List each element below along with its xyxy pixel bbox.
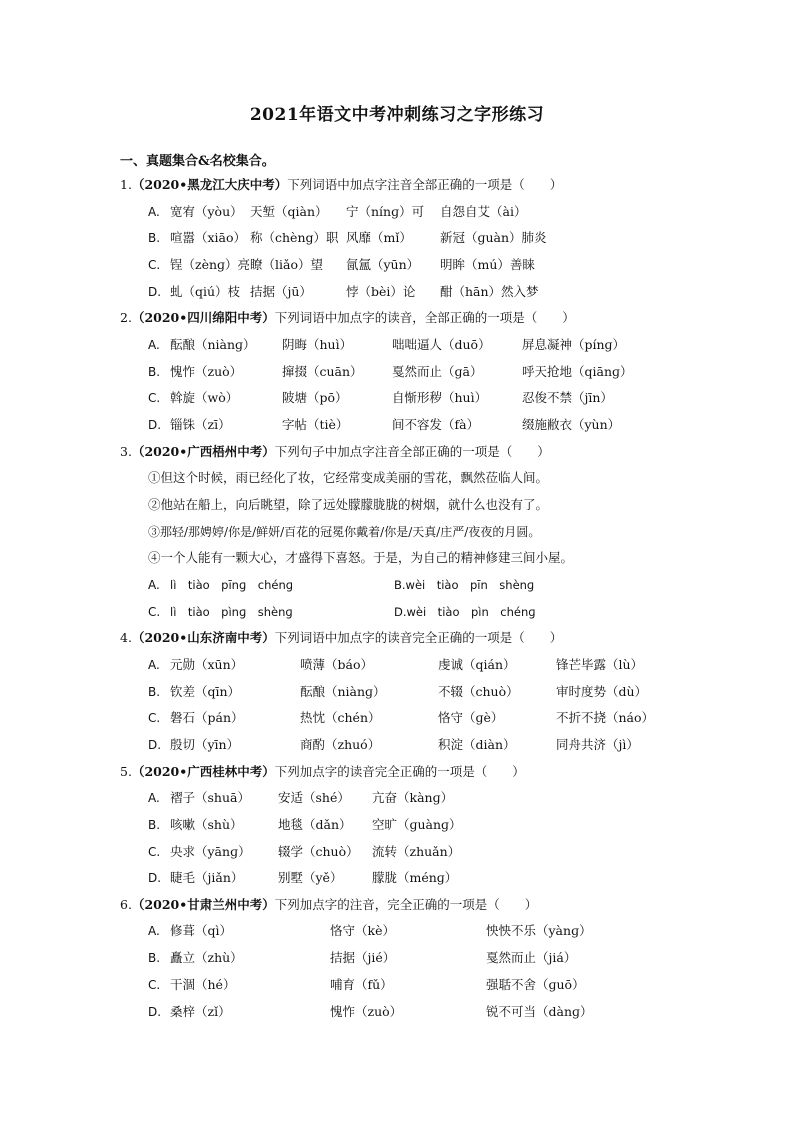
option-c-d: C. lì tiào pìnɡ shènɡ D.wèi tiào pìn chénɡ [148, 604, 536, 619]
option-d: D. 锱铢（zī） 字帖（tiè） 间不容发（fà） 缀施敝衣（yùn） [148, 416, 621, 432]
question-stem: 5.（2020•广西桂林中考）下列加点字的读音完全正确的一项是（ ） [120, 763, 525, 779]
option-a: A. 褶子（shuā） 安适（shé） 亢奋（kànɡ） [148, 790, 454, 806]
sentence-4: ④一个人能有一颗大心，才盛得下喜怒。于是，为自己的精神修建三间小屋。 [148, 550, 574, 566]
option-a: A. 宽宥（yòu） 天堑（qiàn） 宁（nínɡ）可 自怨自艾（ài） [148, 203, 527, 219]
option-c: C. 斡旋（wò） 陂塘（pō） 自惭形秽（huì） 忍俊不禁（jīn） [148, 390, 613, 406]
question-5 [120, 759, 680, 892]
question-4 [120, 625, 680, 758]
question-6 [120, 892, 680, 1025]
question-1 [120, 172, 680, 305]
option-b: B. 喧嚣（xiāo） 称（chèng）职 风靡（mǐ） 新冠（ɡuàn）肺炎 [148, 230, 547, 246]
question-stem: 1.（2020•黑龙江大庆中考）下列词语中加点字注音全部正确的一项是（ ） [120, 177, 563, 192]
sentence-3: ③那轻/那娉婷/你是/鲜妍/百花的冠冕你戴着/你是/天真/庄严/夜夜的月圆。 [148, 524, 541, 539]
option-c: C. 干涸（hé） 哺育（fǔ） 强聒不舍（ɡuō） [148, 976, 585, 992]
question-2 [120, 305, 680, 438]
option-d: D. 殷切（yīn） 商酌（zhuó） 积淀（diàn） 同舟共济（jì） [148, 736, 639, 752]
question-stem: 4.（2020•山东济南中考）下列词语中加点字的读音完全正确的一项是（ ） [120, 630, 563, 646]
option-a: A. 酝酿（niànɡ） 阴晦（huì） 咄咄逼人（duō） 屏息凝神（pínɡ） [148, 336, 626, 352]
option-b: B. 钦差（qīn） 酝酿（niànɡ） 不辍（chuò） 审时度势（dù） [148, 683, 648, 699]
option-d: D. 桑梓（zǐ） 愧怍（zuò） 锐不可当（dànɡ） [148, 1003, 593, 1019]
option-b: B. 矗立（zhù） 拮据（jié） 戛然而止（jiá） [148, 950, 577, 966]
option-c: C. 锃（zènɡ）亮 瞭（liǎo）望 氤氲（yūn） 明眸（mú）善睐 [148, 256, 535, 272]
option-a: A. 元勋（xūn） 喷薄（báo） 虔诚（qián） 锋芒毕露（lù） [148, 656, 644, 672]
section-heading: 一、真题集合&名校集合。 [120, 154, 275, 169]
option-c: C. 央求（yānɡ） 辍学（chuò） 流转（zhuǎn） [148, 843, 461, 859]
option-d: D. 虬（qiú）枝 拮据（jū） 悖（bèi）论 酣（hān）然入梦 [148, 283, 539, 299]
sentence-2: ②他站在船上，向后眺望，除了远处朦朦胧胧的树烟，就什么也没有了。 [148, 496, 549, 512]
option-d: D. 睫毛（jiǎn） 别墅（yě） 朦胧（ménɡ） [148, 870, 458, 886]
question-list [120, 172, 680, 1025]
question-stem: 2.（2020•四川绵阳中考）下列词语中加点字的读音，全部正确的一项是（ ） [120, 310, 575, 326]
question-stem: 6.（2020•甘肃兰州中考）下列加点字的注音，完全正确的一项是（ ） [120, 896, 538, 912]
option-b: B. 愧怍（zuò） 撺掇（cuān） 戛然而止（ɡā） 呼天抢地（qiānɡ） [148, 363, 633, 379]
question-stem: 3.（2020•广西梧州中考）下列句子中加点字注音全部正确的一项是（ ） [120, 443, 550, 459]
option-a: A. 修葺（qì） 恪守（kè） 怏怏不乐（yànɡ） [148, 923, 592, 939]
question-3 [120, 439, 680, 626]
option-a-b: A. lì tiào pīnɡ chénɡ B.wèi tiào pīn shènɡ [148, 577, 535, 592]
document-title: 2021年语文中考冲刺练习之字形练习 [249, 105, 545, 125]
option-b: B. 咳嗽（shù） 地毯（dǎn） 空旷（ɡuànɡ） [148, 816, 462, 832]
option-c: C. 磐石（pán） 热忱（chén） 恪守（ɡè） 不折不挠（náo） [148, 710, 655, 726]
sentence-1: ①但这个时候，雨已经化了妆，它经常变成美丽的雪花，飘然莅临人间。 [148, 470, 549, 486]
